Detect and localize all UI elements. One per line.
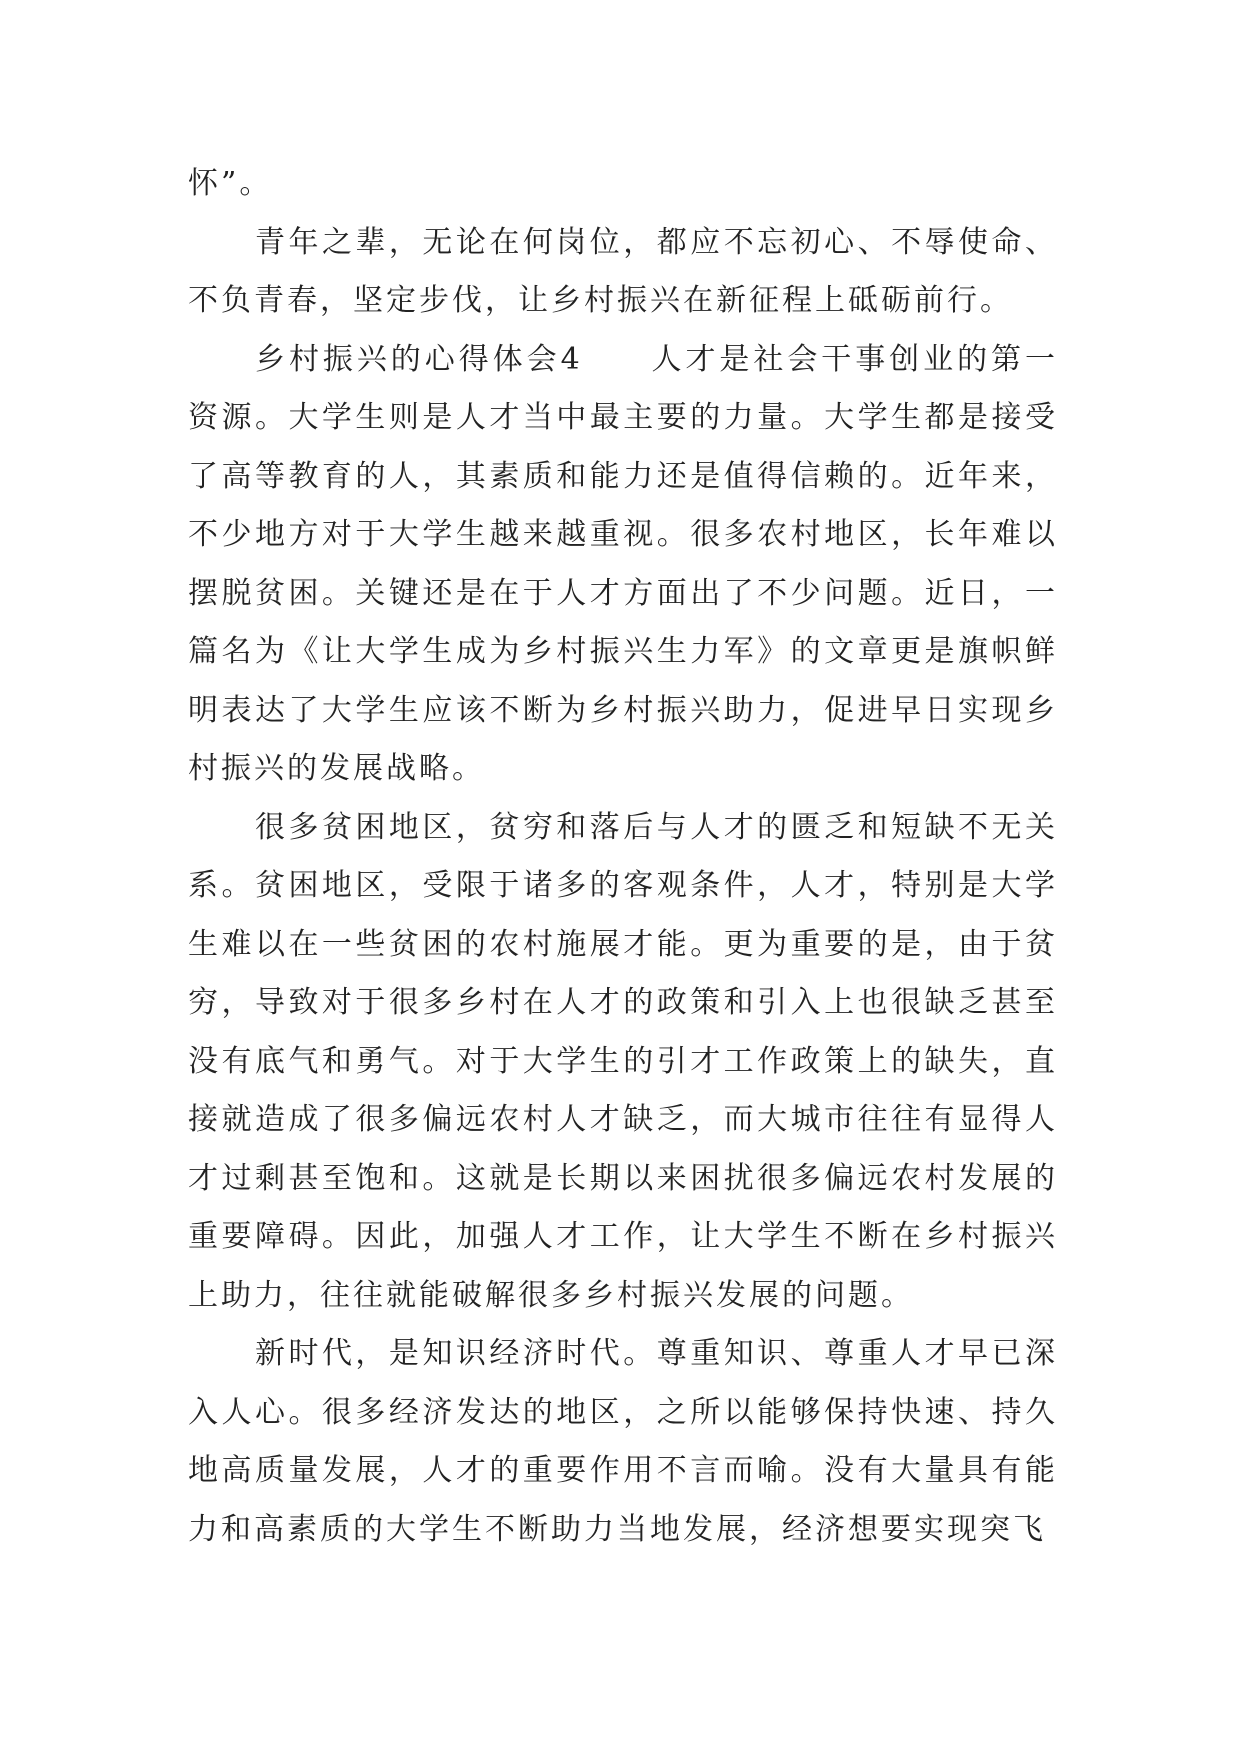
paragraph-poverty: 很多贫困地区，贫穷和落后与人才的匮乏和短缺不无关系。贫困地区，受限于诸多的客观条件，人才，特别是大学生难以在一些贫困的农村施展才能。更为重要的是，由于贫穷，导致对于很多乡村在人才的政策和引入上也很缺乏甚至没有底气和勇气。对于大学生的引才工作政策上的缺失，直接就造成了很多偏远农村人才缺乏，而大城市往往有显得人才过剩甚至饱和。这就是长期以来困扰很多偏远农村发展的重要障碍。因此，加强人才工作，让大学生不断在乡村振兴上助力，往往就能破解很多乡村振兴发展的问题。: [188, 809, 1058, 1313]
paragraph-youth: 青年之辈，无论在何岗位，都应不忘初心、不辱使命、不负青春，坚定步伐，让乡村振兴在新征程上砥砺前行。: [188, 224, 1058, 318]
paragraph-heading-talent: 乡村振兴的心得体会4 人才是社会干事创业的第一资源。大学生则是人才当中最主要的力量。大学生都是接受了高等教育的人，其素质和能力还是值得信赖的。近年来，不少地方对于大学生越来越重视。很多农村地区，长年难以摆脱贫困。关键还是在于人才方面出了不少问题。近日，一篇名为《让大学生成为乡村振兴生力军》的文章更是旗帜鲜明表达了大学生应该不断为乡村振兴助力，促进早日实现乡村振兴的发展战略。: [188, 341, 1058, 786]
document-body: [188, 155, 1058, 1559]
paragraph-continuation: 怀”。: [188, 166, 273, 201]
paragraph-new-era: 新时代，是知识经济时代。尊重知识、尊重人才早已深入人心。很多经济发达的地区，之所以能够保持快速、持久地高质量发展，人才的重要作用不言而喻。没有大量具有能力和高素质的大学生不断助力当地发展，经济想要实现突飞: [188, 1336, 1058, 1547]
